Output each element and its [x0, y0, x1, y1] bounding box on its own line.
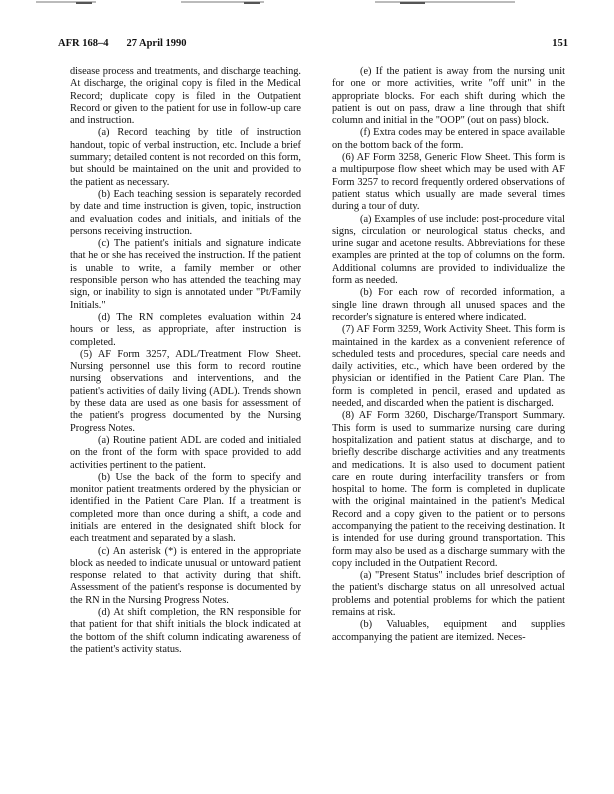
paragraph: (a) Examples of use include: post-procedure vital signs, circulation or neurological status checks, and urine sugar and acetone results. Abbreviations for these examples are printed at the top of columns on the form. Additional columns are provided to individualize the form as needed. [332, 213, 565, 287]
paragraph: (f) Extra codes may be entered in space available on the bottom back of the form. [332, 127, 565, 151]
paragraph: (e) If the patient is away from the nursing unit for one or more activities, write "off unit" in the appropriate blocks. For each shift during which the patient is out on pass, draw a line through that shift column and initial in the "OOP" (out on pass) block. [332, 66, 565, 127]
paragraph: (7) AF Form 3259, Work Activity Sheet. This form is maintained in the kardex as a convenient reference of scheduled tests and procedures, special care needs and daily activities, etc., which have been ordered by the physician or identified in the Patient Care Plan. The form is completed in pencil, erased and updated as needed, and discarded when the patient is discharged. [332, 324, 565, 410]
right-column [332, 66, 565, 644]
paragraph: (b) Use the back of the form to specify and monitor patient treatments ordered by the physician or identified in the Patient Care Plan. If a treatment is completed more than once during a shift, a code and initials are entered in the designated shift block for each treatment and separated by a slash. [70, 471, 301, 545]
paragraph: (a) Record teaching by title of instruction handout, topic of verbal instruction, etc. Include a brief summary; detailed content is not recorded on this form, but should be maintained on the unit and provided to the patient as necessary. [70, 127, 301, 188]
page-header [58, 38, 568, 52]
scan-artifact [244, 2, 260, 4]
paragraph: (b) For each row of recorded information, a single line drawn through all unused spaces and the recorder's signature is entered where indicated. [332, 287, 565, 323]
paragraph: (8) AF Form 3260, Discharge/Transport Summary. This form is used to summarize nursing care during hospitalization and patient status at discharge, and to briefly describe discharge activities and any treatments and medications. It is also used to document patient care en route during interfacility transfers or from hospital to home. The form is completed in duplicate with the original maintained in the patient's Medical Record and a copy given to the patient or to persons accompanying the patient to the receiving destination. It is intended for use during ground transportation. This form may also be used as a discharge summary with the copy included in the Outpatient Record. [332, 410, 565, 569]
scan-artifact [375, 1, 515, 3]
document-id: AFR 168–4 [58, 38, 109, 49]
page-number: 151 [552, 38, 568, 49]
scan-artifact [400, 2, 425, 4]
paragraph: (c) An asterisk (*) is entered in the appropriate block as needed to indicate unusual or untoward patient response related to that activity during that shift. Assessment of the patient's response is documented by the RN in the Nursing Progress Notes. [70, 545, 301, 606]
paragraph: disease process and treatments, and discharge teaching. At discharge, the original copy is filed in the Medical Record; duplicate copy is filed in the Outpatient Record or given to the patient for use in follow-up care and instruction. [70, 66, 301, 127]
document-date: 27 April 1990 [126, 38, 187, 49]
paragraph: (c) The patient's initials and signature indicate that he or she has received the instruction. If the patient is unable to write, a family member or other responsible person who has attended the teaching may sign, or inability to sign is annotated under "Pt/Family Initials." [70, 238, 301, 311]
left-column [70, 66, 301, 656]
header-left [58, 38, 205, 49]
paragraph: (6) AF Form 3258, Generic Flow Sheet. This form is a multipurpose flow sheet which may be used with AF Form 3257 to record frequently ordered observations of patient status which usually are made several times during a tour of duty. [332, 152, 565, 213]
paragraph: (a) Routine patient ADL are coded and initialed on the front of the form with space provided to add activities pertinent to the patient. [70, 434, 301, 471]
scan-artifact [76, 2, 92, 4]
paragraph: (d) The RN completes evaluation within 24 hours or less, as appropriate, after instruction is completed. [70, 311, 301, 348]
paragraph: (d) At shift completion, the RN responsible for that patient for that shift initials the block indicated at the bottom of the shift column indicating awareness of the patient's activity status. [70, 607, 301, 655]
paragraph: (b) Valuables, equipment and supplies accompanying the patient are itemized. Neces- [332, 619, 565, 643]
paragraph: (a) "Present Status" includes brief description of the patient's discharge status on all unresolved actual problems and potential problems for which the patient remains at risk. [332, 570, 565, 619]
paragraph: (5) AF Form 3257, ADL/Treatment Flow Sheet. Nursing personnel use this form to record routine nursing observations and interventions, and the patient's activities of daily living (ADL). Trends shown by these data are used as one basis for assessment of the patient's progress documented by the Nursing Progress Notes. [70, 348, 301, 434]
paragraph: (b) Each teaching session is separately recorded by date and time instruction is given, topic, instruction and evaluation codes and initials, and initials of the persons receiving instruction. [70, 188, 301, 237]
